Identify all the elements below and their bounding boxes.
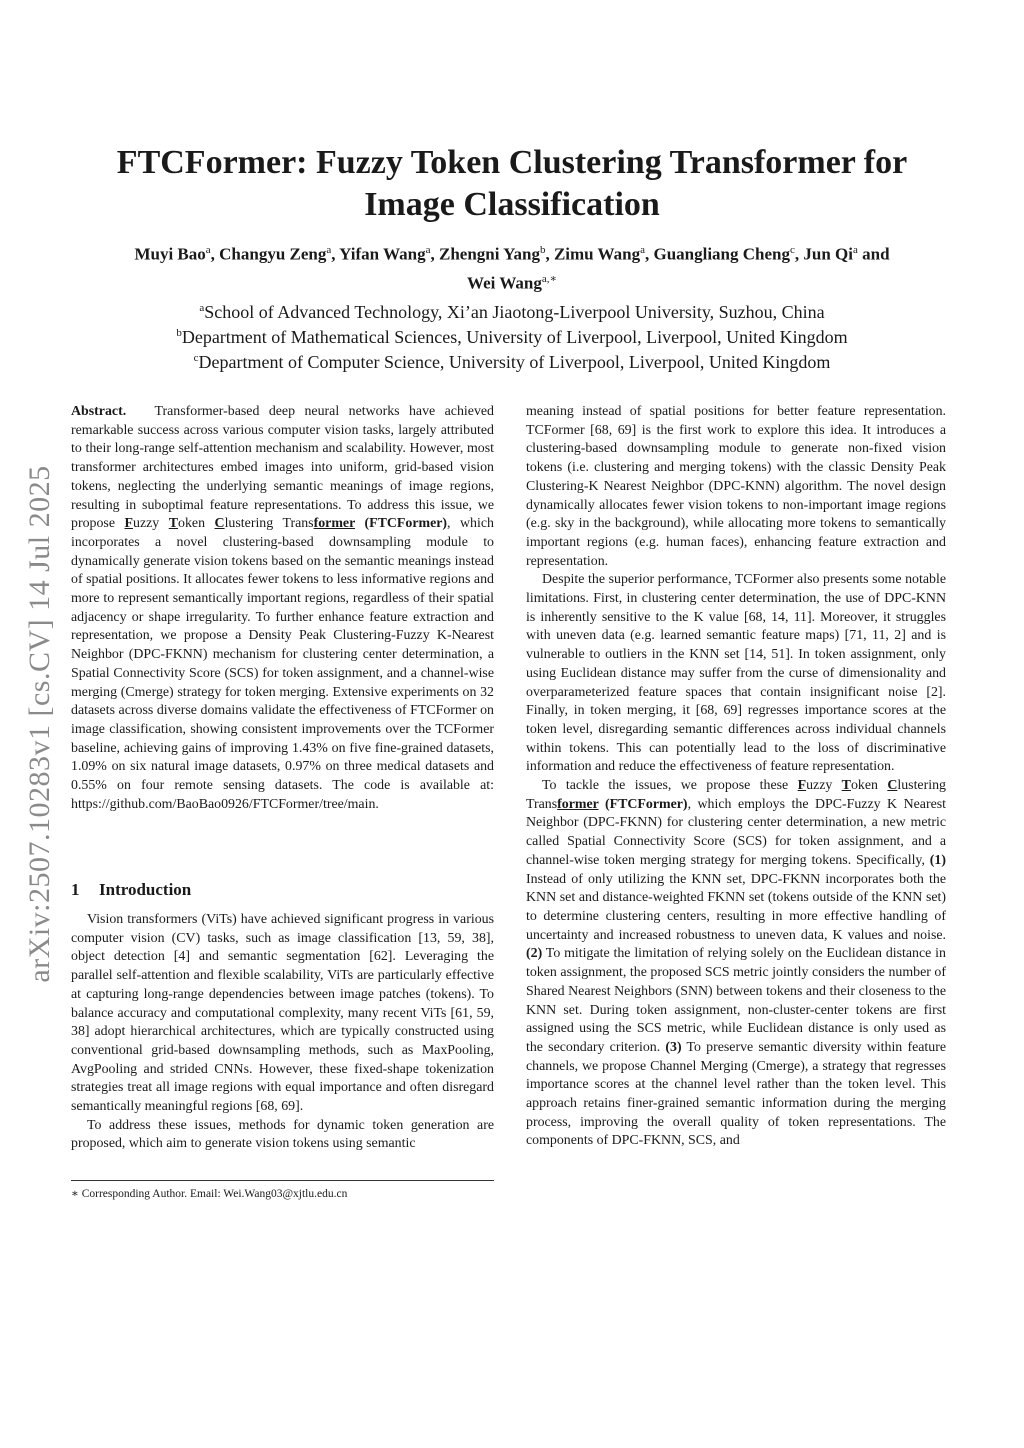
right-acronym-t: T <box>841 778 851 794</box>
author-name: Wei Wang <box>467 273 542 293</box>
right-item-3: (3) <box>665 1039 682 1055</box>
author-separator: , <box>545 244 554 264</box>
footnote-rule <box>71 1180 494 1181</box>
author-name: Guangliang Cheng <box>653 244 790 264</box>
author-affiliation-mark: c <box>789 244 795 256</box>
author-affiliation-mark: a <box>852 244 858 256</box>
right-text-3c: Instead of only utilizing the KNN set, DPC-FKNN incorporates both the KNN set and distance-weighted FKNN set (tokens outside of the KNN set) to determine clustering centers, resulting in more effective handling of uncertainty and increased robustness to uneven data, K values and noise. <box>526 871 946 943</box>
right-acronym-former: former <box>557 796 599 812</box>
abstract-label: Abstract. <box>71 404 127 419</box>
author-affiliation-mark: b <box>539 244 546 256</box>
right-paragraph-1: meaning instead of spatial positions for better feature representation. TCFormer [68, 69] is the first work to explore this idea. It introduces a clustering-based downsampling module to generate non-fixed vision tokens (i.e. clustering and merging tokens) with the classic Density Peak Clustering-K Nearest Neighbor (DPC-KNN) algorithm. The novel design dynamically allocates fewer vision tokens to non-important image regions (e.g. sky in the background), while allocating more tokens to semantically important regions (e.g. human faces), enhancing feature extraction and representation. <box>526 404 946 569</box>
author-affiliation-mark: a <box>326 244 332 256</box>
author-separator: , <box>794 244 804 264</box>
right-text-3d: To mitigate the limitation of relying solely on the Euclidean distance in token assignment, the proposed SCS metric jointly considers the number of Shared Nearest Neighbors (SNN) between tokens and their closeness to the KNN set. During token assignment, non-cluster-center tokens are first assigned using the SCS metric, while Euclidean distance is only used as the secondary criterion. <box>526 946 946 1055</box>
right-acronym-f: F <box>797 778 807 794</box>
affiliation-line <box>60 323 964 348</box>
right-text-lustering: lustering Trans <box>526 778 946 812</box>
author-separator: , <box>210 244 220 264</box>
right-model-name: (FTCFormer) <box>598 796 688 812</box>
section-number: 1 <box>71 880 80 899</box>
affiliation-line <box>60 298 964 323</box>
footnote: ∗ Corresponding Author. Email: Wei.Wang03@xjtlu.edu.cn <box>71 1188 348 1200</box>
right-paragraph-2: Despite the superior performance, TCFormer also presents some notable limitations. First, in clustering center determination, the use of DPC-KNN is inherently sensitive to the K value [68, 14, 11]. Moreover, it struggles with uneven data (e.g. learned semantic feature maps) [71, 11, 2] and is vulnerable to outliers in the KNN set [14, 51]. In token assignment, only using Euclidean distance may suffer from the curse of dimensionality and overparameterized feature spaces that contain insignificant noise [2]. Finally, in token merging, it [68, 69] regresses importance scores at the token level, disregarding semantic differences across individual channels within tokens. This can potentially lead to the loss of discriminative information and reduce the effectiveness of feature representation. <box>526 572 946 775</box>
abstract-acronym-former: former <box>313 516 355 532</box>
title-line-1: FTCFormer: Fuzzy Token Clustering Transformer for <box>116 144 908 181</box>
author-name: Zimu Wang <box>553 244 641 264</box>
affiliation-mark: c <box>193 352 199 364</box>
author-affiliation-mark: a <box>205 244 211 256</box>
intro-paragraph-1: Vision transformers (ViTs) have achieved significant progress in various computer vision (CV) tasks, such as image classification [13, 59, 38], object detection [4] and semantic segmentation [62]. Leveraging the parallel self-attention and flexible scalability, ViTs are particularly effective at capturing long-range dependencies between image patches (tokens). To balance accuracy and computational complexity, many recent ViTs [61, 59, 38] adopt hierarchical architectures, which are typically constructed using conventional grid-based downsampling methods, such as MaxPooling, AvgPooling and strided CNNs. However, these fixed-shape tokenization strategies treat all image regions with equal importance and often disregard semantically meaningful regions [68, 69]. <box>71 912 494 1115</box>
introduction-left <box>71 911 494 1154</box>
affiliation-mark: b <box>176 327 182 339</box>
author-name: Jun Qi <box>803 244 853 264</box>
author-name: Yifan Wang <box>339 244 426 264</box>
intro-paragraph-2: To address these issues, methods for dynamic token generation are proposed, which aim to generate vision tokens using semantic <box>71 1117 494 1152</box>
paper-title <box>60 142 964 226</box>
abstract-text-uzzy: uzzy <box>133 516 169 532</box>
abstract-acronym-c: C <box>214 516 225 532</box>
author-separator: , <box>644 244 654 264</box>
affiliation-mark: a <box>199 302 205 314</box>
right-text-3b: , which employs the DPC-Fuzzy K Nearest Neighbor (DPC-FKNN) for clustering center determination, a new metric called Spatial Connectivity Score (SCS) for token assignment, and a channel-wise token merging strategy for merging tokens. Specifically, <box>526 796 946 868</box>
author-separator: and <box>857 244 890 264</box>
right-item-2: (2) <box>526 946 543 962</box>
abstract-text-1: Transformer-based deep neural networks have achieved remarkable success across various computer vision tasks, largely attributed to their long-range self-attention mechanism and scalability. However, most transformer architectures embed images into uniform, grid-based vision tokens, neglecting the underlying semantic meanings of image regions, resulting in suboptimal feature representations. To address this issue, we propose <box>71 404 494 532</box>
author-affiliation-mark: a <box>640 244 645 256</box>
abstract <box>71 403 494 814</box>
section-title: Introduction <box>99 880 192 899</box>
author-separator: , <box>331 244 340 264</box>
author-name: Changyu Zeng <box>219 244 327 264</box>
affiliations <box>60 298 964 373</box>
author-name: Muyi Bao <box>134 244 206 264</box>
right-text-uzzy: uzzy <box>806 778 842 794</box>
abstract-text-lustering: lustering Trans <box>224 516 314 532</box>
affiliation-line <box>60 348 964 373</box>
right-paragraph-3 <box>526 777 946 1151</box>
author-name: Zhengni Yang <box>439 244 540 264</box>
author-affiliation-mark: a <box>425 244 431 256</box>
author-list <box>60 238 964 295</box>
author-affiliation-mark: a,∗ <box>541 272 557 285</box>
right-item-1: (1) <box>929 852 946 868</box>
abstract-paragraph <box>71 403 494 814</box>
abstract-text-oken: oken <box>178 516 215 532</box>
abstract-acronym-t: T <box>168 516 179 532</box>
right-text-3e: To preserve semantic diversity within feature channels, we propose Channel Merging (Cmerge), a strategy that regresses importance scores at the channel level rather than the token level. This approach retains finer-grained semantic information during the merging process, improving the overall quality of token representations. The components of DPC-FKNN, SCS, and <box>526 1039 946 1149</box>
title-line-2: Image Classification <box>364 186 660 223</box>
introduction-right <box>526 403 946 1151</box>
arxiv-watermark: arXiv:2507.10283v1 [cs.CV] 14 Jul 2025 <box>23 465 56 983</box>
section-heading-introduction <box>71 880 191 900</box>
affiliation-text: Department of Computer Science, University of Liverpool, Liverpool, United Kingdom <box>198 352 831 372</box>
abstract-model-name: (FTCFormer) <box>354 516 448 532</box>
right-text-oken: oken <box>850 778 888 794</box>
affiliation-text: School of Advanced Technology, Xi’an Jiaotong-Liverpool University, Suzhou, China <box>204 302 825 322</box>
abstract-text-2: , which incorporates a novel clustering-based downsampling module to dynamically generate vision tokens based on the semantic meanings instead of spatial positions. It allocates fewer tokens to less informative regions and more to represent semantically important regions, regardless of their spatial adjacency or shape irregularity. To further enhance feature extraction and representation, we propose a Density Peak Clustering-Fuzzy K-Nearest Neighbor (DPC-FKNN) mechanism for clustering center determination, a Spatial Connectivity Score (SCS) for token assignment, and a channel-wise merging (Cmerge) strategy for token merging. Extensive experiments on 32 datasets across diverse domains validate the effectiveness of FTCFormer on image classification, showing consistent improvements over the TCFormer baseline, achieving gains of improving 1.43% on five fine-grained datasets, 1.09% on six natural image datasets, 0.97% on three medical datasets and 0.55% on four remote sensing datasets. The code is available at: https://github.com/BaoBao0926/FTCFormer/tree/main. <box>71 516 494 812</box>
abstract-acronym-f: F <box>124 516 133 532</box>
right-text-3a: To tackle the issues, we propose these <box>542 778 798 794</box>
right-acronym-c: C <box>887 778 898 794</box>
author-separator: , <box>430 244 439 264</box>
affiliation-text: Department of Mathematical Sciences, University of Liverpool, Liverpool, United Kingdom <box>181 327 848 347</box>
